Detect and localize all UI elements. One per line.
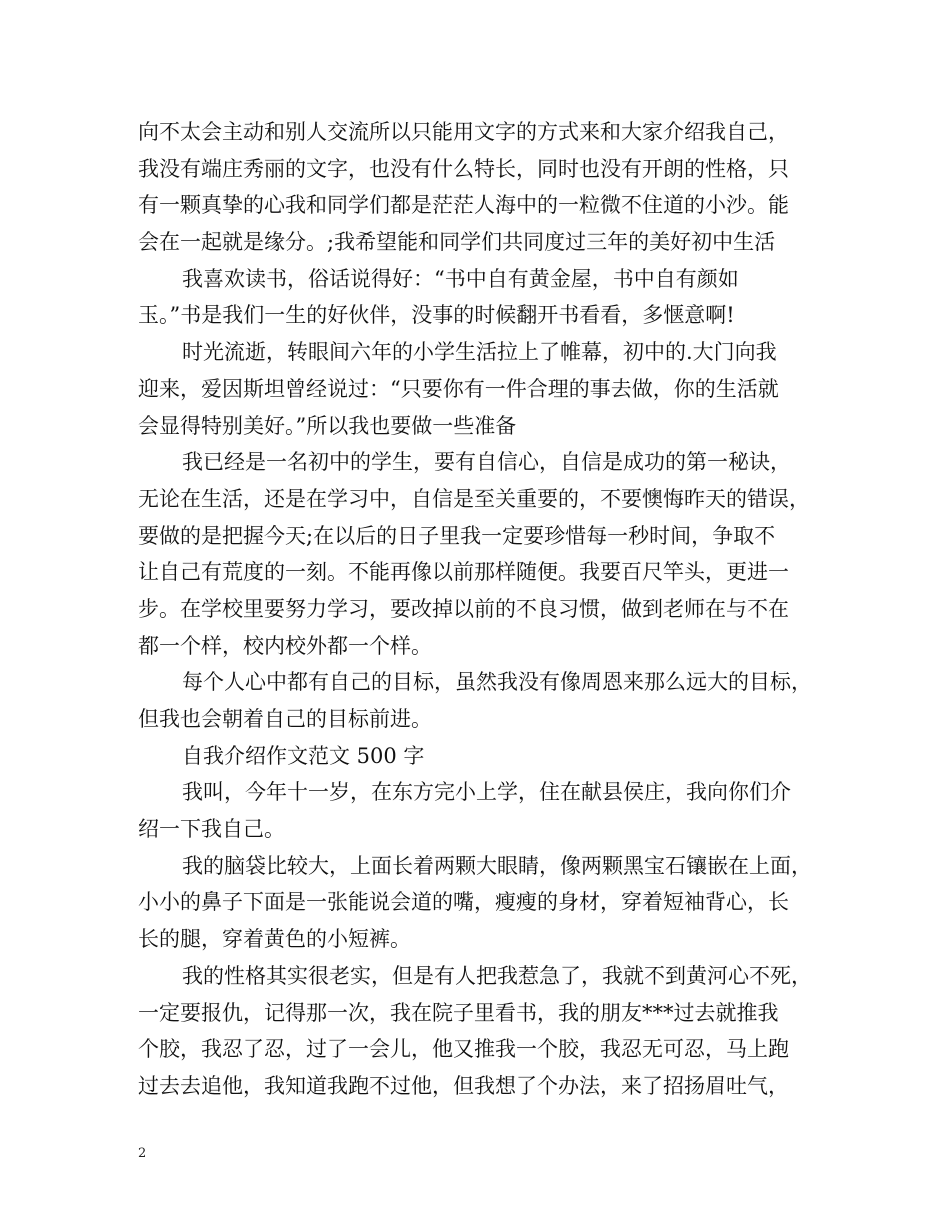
text-line: 我的脑袋比较大，上面长着两颗大眼睛，像两颗黑宝石镶嵌在上面， (182, 853, 812, 878)
text-line: 每个人心中都有自己的目标，虽然我没有像周恩来那么远大的目标， (182, 670, 812, 695)
text-line: 无论在生活，还是在学习中，自信是至关重要的，不要懊悔昨天的错误， (138, 486, 810, 511)
text-line: 步。在学校里要努力学习，要改掉以前的不良习惯，做到老师在与不在 (138, 596, 789, 621)
text-line: 我没有端庄秀丽的文字，也没有什么特长，同时也没有开朗的性格，只 (138, 156, 789, 181)
text-line: 小小的鼻子下面是一张能说会道的嘴，瘦瘦的身材，穿着短袖背心，长 (138, 890, 789, 915)
text-line: 自我介绍作文范文 500 字 (182, 743, 425, 768)
text-line: 长的腿，穿着黄色的小短裤。 (138, 927, 411, 952)
text-line: 有一颗真挚的心我和同学们都是茫茫人海中的一粒微不住道的小沙。能 (138, 193, 789, 218)
text-line: 我叫，今年十一岁，在东方完小上学，住在献县侯庄，我向你们介 (182, 780, 791, 805)
text-line: 向不太会主动和别人交流所以只能用文字的方式来和大家介绍我自己， (138, 120, 789, 144)
text-line: 会显得特别美好。”所以我也要做一些准备 (138, 413, 517, 438)
text-line: 但我也会朝着自己的目标前进。 (138, 707, 432, 731)
text-line: 个胶，我忍了忍，过了一会儿，他又推我一个胶，我忍无可忍，马上跑 (138, 1037, 789, 1062)
text-line: 一定要报仇，记得那一次，我在院子里看书，我的朋友***过去就推我 (138, 1000, 779, 1025)
text-line: 玉。”书是我们一生的好伙伴，没事的时候翻开书看看，多惬意啊! (138, 303, 735, 328)
text-line: 我喜欢读书，俗话说得好：“书中自有黄金屋，书中自有颜如 (182, 266, 739, 291)
text-line: 我已经是一名初中的学生，要有自信心，自信是成功的第一秘诀， (182, 450, 791, 475)
text-line: 迎来，爱因斯坦曾经说过：“只要你有一件合理的事去做，你的生活就 (138, 376, 779, 401)
text-line: 我的性格其实很老实，但是有人把我惹急了，我就不到黄河心不死， (182, 963, 812, 988)
text-line: 过去去追他，我知道我跑不过他，但我想了个办法，来了招扬眉吐气， (138, 1073, 789, 1098)
text-line: 时光流逝，转眼间六年的小学生活拉上了帷幕，初中的.大门向我 (182, 340, 777, 365)
text-line: 绍一下我自己。 (138, 817, 285, 842)
text-line: 让自己有荒度的一刻。不能再像以前那样随便。我要百尺竿头，更进一 (138, 560, 789, 585)
page-number: 2 (138, 1146, 147, 1161)
text-line: 会在一起就是缘分。;我希望能和同学们共同度过三年的美好初中生活 (138, 230, 776, 255)
text-line: 都一个样，校内校外都一个样。 (138, 633, 432, 658)
text-line: 要做的是把握今天;在以后的日子里我一定要珍惜每一秒时间，争取不 (138, 523, 776, 548)
document-body-text (138, 114, 828, 1105)
